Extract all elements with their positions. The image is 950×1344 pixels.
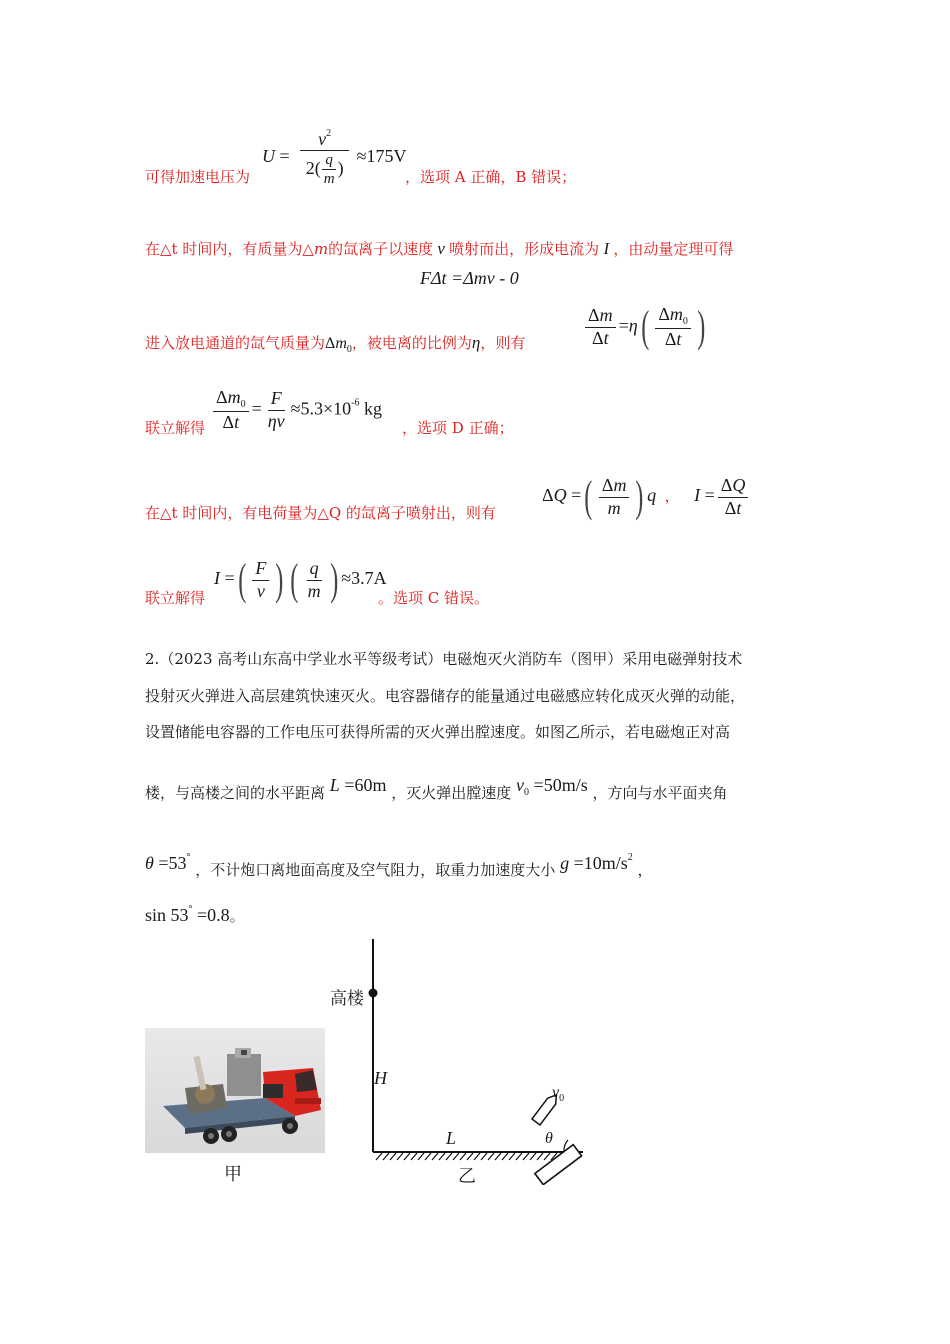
velocity-label: $v_0$ [552,1084,565,1104]
angle-label: θ [545,1130,553,1147]
truck-photo [145,1028,325,1153]
equation-accel-voltage: U = $v^2$ 2( $\frac{q}{m}$ ) ≈175V [262,128,407,188]
solution-line-4-suffix: ，选项 D 正确； [402,419,514,437]
solution-line-2: 在△t 时间内，有质量为△m的氙离子以速度 v 喷射而出，形成电流为 I ，由动量定理可得 [145,239,734,258]
problem-line-4: 楼，与高楼之间的水平距离 L =60m ，灭火弹出膛速度 $v_0 =50m/s$ ，方向与水平面夹角 [145,775,728,802]
equation-mass-rate: $\frac{\Delta m_0}{\Delta t}$ = $\frac{F}{\eta v}$ $\approx 5.3\times 10^{-6}$ kg [210,388,382,433]
height-label: H [374,1068,387,1088]
trajectory-diagram [320,935,600,1185]
equation-charge: ΔQ =( $\frac{\Delta m}{m}$ ) q ， I = $\frac{\Delta Q}{\Delta t}$ [542,475,751,519]
solution-line-1-label: 可得加速电压为 [145,168,251,186]
problem-line-6: sin 53° =0.8。 [145,904,245,925]
diagram-caption: 乙 [458,1166,476,1187]
solution-line-1-suffix: ，选项 A 正确，B 错误； [405,168,577,186]
building-label: 高楼 [330,989,364,1009]
ground-hatching [376,1153,578,1160]
equation-current: I =( $\frac{F}{v}$ ) ( $\frac{q}{m}$ ) ≈3.7A [214,555,387,604]
equation-momentum: FΔt =Δmv - 0 [420,268,519,288]
equation-ionization-ratio: $\frac{\Delta m}{\Delta t}$ =η( $\frac{\Delta m_0}{\Delta t}$ ) [582,305,709,350]
launcher-tube [535,1145,582,1185]
problem-line-2: 投射灭火弹进入高层建筑快速灭火。电容器储存的能量通过电磁感应转化成灭火弹的动能， [145,687,746,705]
problem-line-3: 设置储能电容器的工作电压可获得所需的灭火弹出膛速度。如图乙所示，若电磁炮正对高 [145,723,731,741]
distance-label: L [446,1128,457,1148]
solution-line-5: 在△t 时间内，有电荷量为△Q 的氙离子喷射出，则有 [145,504,496,522]
photo-caption: 甲 [224,1164,242,1185]
solution-line-6-suffix: 。选项 C 错误。 [378,589,490,607]
problem-line-5: θ =53° ，不计炮口离地面高度及空气阻力，取重力加速度大小 $g =10m/s^2$ ， [145,852,653,879]
solution-line-6-label: 联立解得 [145,589,206,607]
solution-line-3: 进入放电通道的氙气质量为$\Delta m_0$，被电离的比例为η，则有 [145,333,526,355]
accel-voltage-value: ≈175V [356,146,407,167]
building-point [369,989,378,998]
solution-line-4-label: 联立解得 [145,419,206,437]
problem-line-1: 2.（2023 高考山东高中学业水平等级考试）电磁炮灭火消防车（图甲）采用电磁弹射技术 [145,650,743,668]
